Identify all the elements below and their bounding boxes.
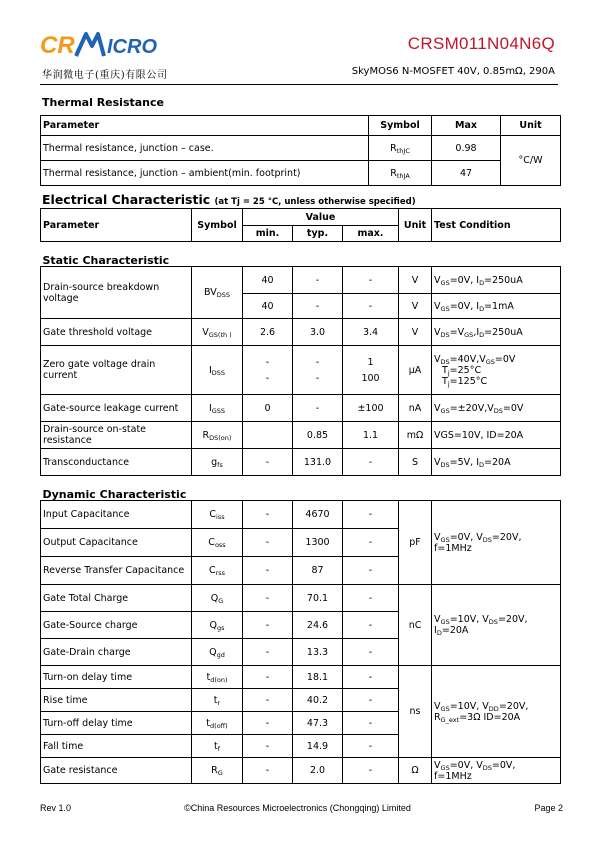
- typ-cell: 87: [293, 557, 343, 585]
- symbol-cell: $R_G$: [192, 758, 243, 784]
- unit-cell: °C/W: [501, 136, 561, 186]
- min-cell: -: [243, 758, 293, 784]
- symbol-cell: $g_{fs}$: [192, 449, 243, 476]
- symbol-cell: $C_{iss}$: [192, 501, 243, 529]
- symbol-cell: $t_{d(on)}$: [192, 666, 243, 689]
- symbol-cell: $t_f$: [192, 735, 243, 758]
- max-cell: -: [343, 758, 399, 784]
- typ-cell: 4670: [293, 501, 343, 529]
- device-subtitle: SkyMOS6 N-MOSFET 40V, 0.85mΩ, 290A: [351, 66, 555, 77]
- typ-cell: 24.6: [293, 612, 343, 639]
- table-row: [41, 395, 561, 422]
- symbol-cell: $t_{d(off)}$: [192, 712, 243, 735]
- param-cell: Reverse Transfer Capacitance: [41, 557, 192, 585]
- footer-page-number: Page 2: [534, 803, 563, 813]
- typ-cell: 40.2: [293, 689, 343, 712]
- min-cell: -: [243, 612, 293, 639]
- param-cell: Fall time: [41, 735, 192, 758]
- symbol-cell: $V_{GS(th )}$: [192, 319, 243, 346]
- table-row: [41, 346, 561, 395]
- typ-cell: 0.85: [293, 422, 343, 449]
- table-row: [41, 758, 561, 784]
- table-row: [41, 319, 561, 346]
- typ-cell: 13.3: [293, 639, 343, 666]
- symbol-cell: $R_{DS(on)}$: [192, 422, 243, 449]
- unit-cell: mΩ: [399, 422, 432, 449]
- min-cell: 40: [243, 267, 293, 294]
- th-test-condition: Test Condition: [432, 209, 561, 242]
- electrical-table: [40, 208, 561, 784]
- min-cell: -: [243, 735, 293, 758]
- max-cell: -: [343, 666, 399, 689]
- param-cell: Gate-Source charge: [41, 612, 192, 639]
- param-cell: Zero gate voltage drain current: [41, 346, 192, 395]
- max-cell: -: [343, 689, 399, 712]
- max-cell: -: [343, 294, 399, 319]
- test-cell: $V_{GS}=\pm 20V,V_{DS}=0V$: [432, 395, 561, 422]
- part-number: CRSM011N04N6Q: [407, 34, 555, 53]
- table-row: [41, 585, 561, 612]
- unit-cell: nA: [399, 395, 432, 422]
- test-cell: $V_{GS}=0V$, $I_D=250uA$: [432, 267, 561, 294]
- min-cell: 40: [243, 294, 293, 319]
- th-symbol: Symbol: [369, 116, 432, 136]
- thermal-table: [40, 115, 561, 186]
- unit-cell: ns: [399, 666, 432, 758]
- th-max: Max: [432, 116, 501, 136]
- typ-cell: 3.0: [293, 319, 343, 346]
- param-cell: Gate-Drain charge: [41, 639, 192, 666]
- symbol-cell: $C_{oss}$: [192, 529, 243, 557]
- min-cell: -: [243, 639, 293, 666]
- min-cell: - -: [243, 346, 293, 395]
- max-cell: -: [343, 501, 399, 529]
- symbol-cell: $t_r$: [192, 689, 243, 712]
- max-cell: 1 100: [343, 346, 399, 395]
- unit-cell: Ω: [399, 758, 432, 784]
- unit-cell: nC: [399, 585, 432, 666]
- max-cell: -: [343, 267, 399, 294]
- symbol-cell: $R_{thJA}$: [369, 161, 432, 186]
- header-divider: [40, 84, 558, 85]
- test-cell: $V_{DS}=5V$, $I_D=20A$: [432, 449, 561, 476]
- typ-cell: -: [293, 395, 343, 422]
- footer-copyright: ©China Resources Microelectronics (Chongqing) Limited: [184, 803, 411, 813]
- max-cell: -: [343, 529, 399, 557]
- max-cell: -: [343, 639, 399, 666]
- symbol-cell: $Q_{gd}$: [192, 639, 243, 666]
- typ-cell: 131.0: [293, 449, 343, 476]
- symbol-cell: $C_{rss}$: [192, 557, 243, 585]
- table-row: [41, 422, 561, 449]
- param-cell: Gate Total Charge: [41, 585, 192, 612]
- min-cell: -: [243, 557, 293, 585]
- electrical-title: Electrical Characteristic (at Tj = 25 °C, unless otherwise specified): [42, 192, 416, 207]
- company-name-cn: 华润微电子(重庆)有限公司: [42, 70, 168, 81]
- param-cell: Gate threshold voltage: [41, 319, 192, 346]
- section-dynamic: Dynamic Characteristic: [41, 476, 561, 501]
- param-cell: Drain-source breakdown voltage: [41, 267, 192, 319]
- param-cell: Rise time: [41, 689, 192, 712]
- symbol-cell: $I_{GSS}$: [192, 395, 243, 422]
- min-cell: -: [243, 689, 293, 712]
- svg-text:CR: CR: [40, 32, 75, 59]
- symbol-cell: $Q_G$: [192, 585, 243, 612]
- table-row: [41, 136, 561, 161]
- param-cell: Input Capacitance: [41, 501, 192, 529]
- max-cell: -: [343, 712, 399, 735]
- param-cell: Thermal resistance, junction – case.: [41, 136, 369, 161]
- symbol-cell: $BV_{DSS}$: [192, 267, 243, 319]
- param-cell: Thermal resistance, junction – ambient(min. footprint): [41, 161, 369, 186]
- min-cell: 2.6: [243, 319, 293, 346]
- unit-cell: V: [399, 294, 432, 319]
- max-cell: 3.4: [343, 319, 399, 346]
- param-cell: Drain-source on-state resistance: [41, 422, 192, 449]
- param-cell: Gate-source leakage current: [41, 395, 192, 422]
- test-cell: $V_{DS}=40V,V_{GS}=0V$ $T_j=25^\circ C$ $T_j=125^\circ C$: [432, 346, 561, 395]
- footer-revision: Rev 1.0: [40, 803, 72, 813]
- table-row: [41, 501, 561, 529]
- thermal-title: Thermal Resistance: [42, 96, 164, 109]
- typ-cell: - -: [293, 346, 343, 395]
- th-typ: typ.: [293, 226, 343, 242]
- param-cell: Turn-off delay time: [41, 712, 192, 735]
- max-cell: -: [343, 557, 399, 585]
- table-row: [41, 449, 561, 476]
- test-cell: $V_{GS}=10V$, $V_{DD}=20V$, $R_{G\_ext}=3\Omega$ ID=20A: [432, 666, 561, 758]
- test-cell: $V_{GS}=0V$, $V_{DS}=20V$, f=1MHz: [432, 501, 561, 585]
- unit-cell: S: [399, 449, 432, 476]
- test-cell: $V_{GS}=10V$, $V_{DS}=20V$, $I_D=20A$: [432, 585, 561, 666]
- test-cell: $V_{GS}=0V$, $V_{DS}=0V$, f=1MHz: [432, 758, 561, 784]
- section-static: Static Characteristic: [41, 242, 561, 267]
- typ-cell: 70.1: [293, 585, 343, 612]
- max-cell: 47: [432, 161, 501, 186]
- param-cell: Turn-on delay time: [41, 666, 192, 689]
- min-cell: -: [243, 449, 293, 476]
- unit-cell: V: [399, 267, 432, 294]
- param-cell: Transconductance: [41, 449, 192, 476]
- symbol-cell: $I_{DSS}$: [192, 346, 243, 395]
- th-parameter: Parameter: [41, 209, 192, 242]
- min-cell: -: [243, 585, 293, 612]
- min-cell: -: [243, 501, 293, 529]
- typ-cell: 18.1: [293, 666, 343, 689]
- max-cell: -: [343, 612, 399, 639]
- symbol-cell: $R_{thJC}$: [369, 136, 432, 161]
- max-cell: 1.1: [343, 422, 399, 449]
- unit-cell: V: [399, 319, 432, 346]
- test-cell: $V_{GS}=0V$, $I_D=1mA$: [432, 294, 561, 319]
- max-cell: ±100: [343, 395, 399, 422]
- typ-cell: 2.0: [293, 758, 343, 784]
- test-cell: $V_{DS}=V_{GS},I_D=250uA$: [432, 319, 561, 346]
- min-cell: 0: [243, 395, 293, 422]
- th-symbol: Symbol: [192, 209, 243, 242]
- param-cell: Gate resistance: [41, 758, 192, 784]
- th-max: max.: [343, 226, 399, 242]
- table-row: [41, 161, 561, 186]
- th-parameter: Parameter: [41, 116, 369, 136]
- min-cell: -: [243, 666, 293, 689]
- th-unit: Unit: [399, 209, 432, 242]
- crmicro-logo: [40, 28, 172, 60]
- max-cell: -: [343, 585, 399, 612]
- typ-cell: -: [293, 267, 343, 294]
- table-row: [41, 267, 561, 294]
- svg-text:ICRO: ICRO: [107, 36, 157, 58]
- th-unit: Unit: [501, 116, 561, 136]
- typ-cell: 47.3: [293, 712, 343, 735]
- min-cell: -: [243, 712, 293, 735]
- typ-cell: 14.9: [293, 735, 343, 758]
- min-cell: -: [243, 529, 293, 557]
- symbol-cell: $Q_{gs}$: [192, 612, 243, 639]
- table-row: [41, 666, 561, 689]
- typ-cell: 1300: [293, 529, 343, 557]
- typ-cell: -: [293, 294, 343, 319]
- max-cell: -: [343, 449, 399, 476]
- th-min: min.: [243, 226, 293, 242]
- param-cell: Output Capacitance: [41, 529, 192, 557]
- max-cell: 0.98: [432, 136, 501, 161]
- min-cell: [243, 422, 293, 449]
- th-value: Value: [243, 209, 399, 226]
- unit-cell: pF: [399, 501, 432, 585]
- max-cell: -: [343, 735, 399, 758]
- unit-cell: μA: [399, 346, 432, 395]
- test-cell: VGS=10V, ID=20A: [432, 422, 561, 449]
